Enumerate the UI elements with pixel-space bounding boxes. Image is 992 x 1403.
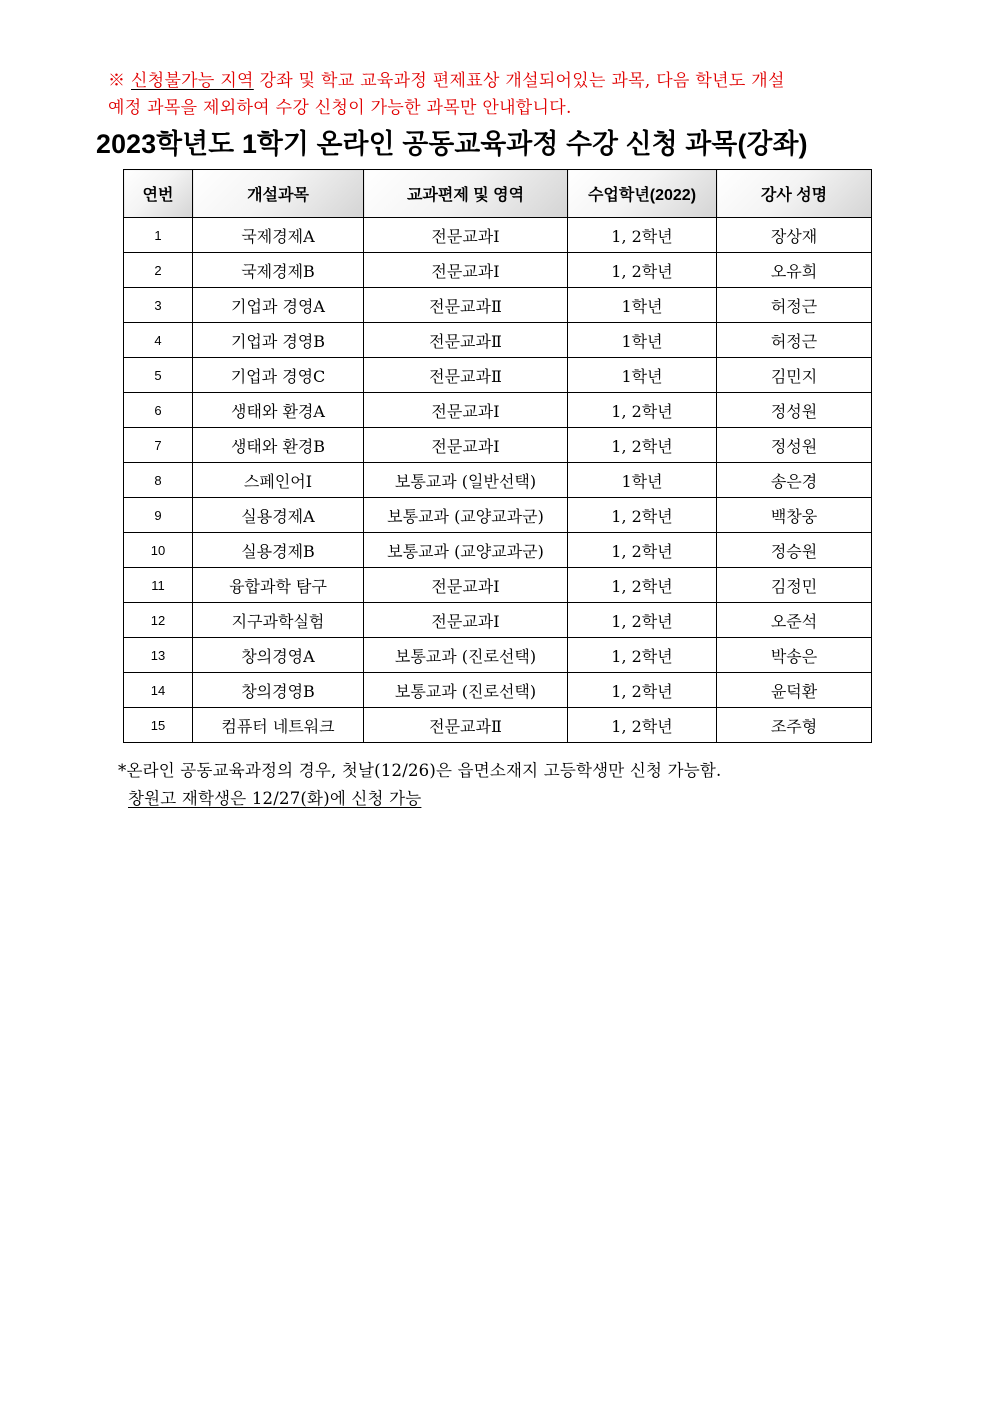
cell-category: 전문교과Ⅱ — [364, 323, 568, 358]
footnote-line2: 창원고 재학생은 12/27(화)에 신청 가능 — [128, 789, 422, 808]
notice-underlined: 신청불가능 지역 — [131, 71, 254, 91]
cell-no: 13 — [124, 638, 193, 673]
cell-instructor: 박송은 — [717, 638, 872, 673]
cell-instructor: 장상재 — [717, 218, 872, 253]
cell-instructor: 오준석 — [717, 603, 872, 638]
cell-instructor: 김민지 — [717, 358, 872, 393]
cell-category: 전문교과Ⅰ — [364, 568, 568, 603]
cell-instructor: 오유희 — [717, 253, 872, 288]
cell-course: 기업과 경영C — [193, 358, 364, 393]
cell-category: 전문교과Ⅰ — [364, 393, 568, 428]
course-table — [123, 169, 872, 743]
cell-course: 생태와 환경A — [193, 393, 364, 428]
cell-grade: 1, 2학년 — [568, 638, 717, 673]
cell-course: 기업과 경영A — [193, 288, 364, 323]
cell-course: 실용경제A — [193, 498, 364, 533]
cell-grade: 1, 2학년 — [568, 428, 717, 463]
table-row — [124, 463, 872, 498]
cell-no: 10 — [124, 533, 193, 568]
cell-grade: 1, 2학년 — [568, 673, 717, 708]
notice-text — [108, 68, 898, 122]
cell-grade: 1학년 — [568, 463, 717, 498]
header-grade: 수업학년(2022) — [568, 170, 717, 218]
cell-instructor: 허정근 — [717, 288, 872, 323]
cell-no: 9 — [124, 498, 193, 533]
cell-course: 기업과 경영B — [193, 323, 364, 358]
cell-no: 3 — [124, 288, 193, 323]
table-row — [124, 393, 872, 428]
cell-instructor: 정성원 — [717, 393, 872, 428]
cell-course: 융합과학 탐구 — [193, 568, 364, 603]
cell-category: 보통교과 (진로선택) — [364, 638, 568, 673]
cell-category: 전문교과Ⅰ — [364, 253, 568, 288]
cell-grade: 1, 2학년 — [568, 253, 717, 288]
cell-course: 실용경제B — [193, 533, 364, 568]
cell-no: 15 — [124, 708, 193, 743]
cell-no: 12 — [124, 603, 193, 638]
cell-grade: 1, 2학년 — [568, 498, 717, 533]
cell-grade: 1, 2학년 — [568, 603, 717, 638]
cell-category: 보통교과 (교양교과군) — [364, 498, 568, 533]
cell-no: 2 — [124, 253, 193, 288]
footnote-line1: *온라인 공동교육과정의 경우, 첫날(12/26)은 읍면소재지 고등학생만 신청 가능함. — [118, 761, 722, 780]
cell-course: 스페인어Ⅰ — [193, 463, 364, 498]
cell-no: 4 — [124, 323, 193, 358]
cell-course: 컴퓨터 네트워크 — [193, 708, 364, 743]
table-row — [124, 288, 872, 323]
cell-course: 창의경영A — [193, 638, 364, 673]
notice-line2: 예정 과목을 제외하여 수강 신청이 가능한 과목만 안내합니다. — [108, 98, 572, 118]
cell-category: 전문교과Ⅰ — [364, 428, 568, 463]
cell-grade: 1학년 — [568, 288, 717, 323]
cell-grade: 1학년 — [568, 323, 717, 358]
table-row — [124, 673, 872, 708]
cell-no: 7 — [124, 428, 193, 463]
table-row — [124, 218, 872, 253]
cell-grade: 1, 2학년 — [568, 218, 717, 253]
cell-instructor: 송은경 — [717, 463, 872, 498]
table-row — [124, 638, 872, 673]
cell-grade: 1, 2학년 — [568, 393, 717, 428]
table-row — [124, 358, 872, 393]
cell-instructor: 허정근 — [717, 323, 872, 358]
cell-grade: 1, 2학년 — [568, 533, 717, 568]
table-row — [124, 428, 872, 463]
notice-prefix: ※ — [108, 71, 132, 91]
cell-course: 생태와 환경B — [193, 428, 364, 463]
cell-no: 8 — [124, 463, 193, 498]
cell-category: 보통교과 (일반선택) — [364, 463, 568, 498]
cell-course: 국제경제A — [193, 218, 364, 253]
cell-course: 국제경제B — [193, 253, 364, 288]
cell-instructor: 김정민 — [717, 568, 872, 603]
header-course: 개설과목 — [193, 170, 364, 218]
cell-category: 보통교과 (교양교과군) — [364, 533, 568, 568]
table-header-row — [124, 170, 872, 218]
cell-instructor: 정승원 — [717, 533, 872, 568]
cell-no: 6 — [124, 393, 193, 428]
header-category: 교과편제 및 영역 — [364, 170, 568, 218]
page-title: 2023학년도 1학기 온라인 공동교육과정 수강 신청 과목(강좌) — [96, 129, 808, 159]
cell-instructor: 조주형 — [717, 708, 872, 743]
cell-category: 전문교과Ⅰ — [364, 603, 568, 638]
cell-no: 14 — [124, 673, 193, 708]
cell-category: 전문교과Ⅰ — [364, 218, 568, 253]
cell-instructor: 백창웅 — [717, 498, 872, 533]
table-row — [124, 323, 872, 358]
cell-grade: 1학년 — [568, 358, 717, 393]
cell-no: 11 — [124, 568, 193, 603]
cell-category: 전문교과Ⅱ — [364, 708, 568, 743]
header-instructor: 강사 성명 — [717, 170, 872, 218]
cell-grade: 1, 2학년 — [568, 708, 717, 743]
cell-category: 전문교과Ⅱ — [364, 288, 568, 323]
notice-line1: 강좌 및 학교 교육과정 편제표상 개설되어있는 과목, 다음 학년도 개설 — [253, 71, 785, 91]
table-row — [124, 603, 872, 638]
cell-category: 전문교과Ⅱ — [364, 358, 568, 393]
header-no: 연번 — [124, 170, 193, 218]
footnote — [118, 757, 721, 813]
cell-course: 창의경영B — [193, 673, 364, 708]
table-row — [124, 533, 872, 568]
table-row — [124, 253, 872, 288]
cell-no: 1 — [124, 218, 193, 253]
table-row — [124, 568, 872, 603]
cell-no: 5 — [124, 358, 193, 393]
cell-course: 지구과학실험 — [193, 603, 364, 638]
cell-instructor: 윤덕환 — [717, 673, 872, 708]
table-row — [124, 498, 872, 533]
cell-category: 보통교과 (진로선택) — [364, 673, 568, 708]
cell-instructor: 정성원 — [717, 428, 872, 463]
cell-grade: 1, 2학년 — [568, 568, 717, 603]
table-row — [124, 708, 872, 743]
